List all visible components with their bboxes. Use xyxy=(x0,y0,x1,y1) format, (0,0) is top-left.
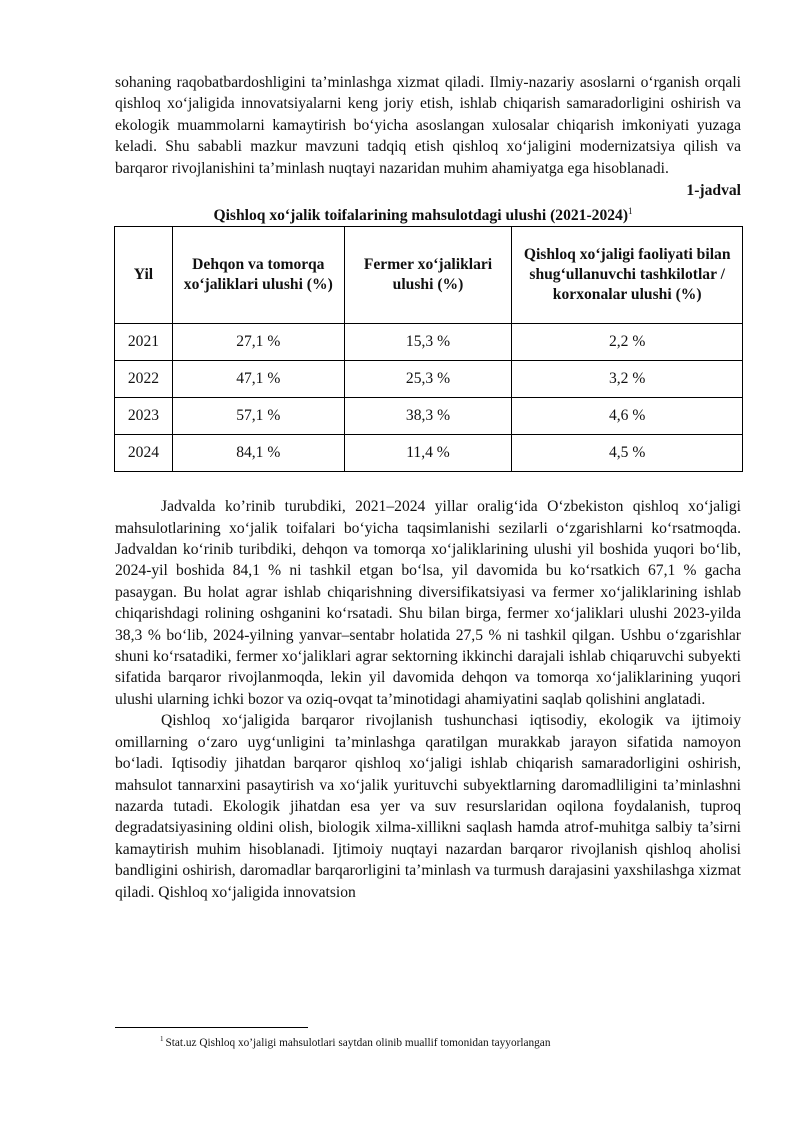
header-tashkilotlar: Qishloq xo‘jaligi faoliyati bilan shug‘ullanuvchi tashkilotlar / korxonalar ulushi (%) xyxy=(512,227,743,324)
cell-value: 84,1 % xyxy=(172,435,344,472)
table-row xyxy=(115,324,743,361)
cell-value: 38,3 % xyxy=(344,398,512,435)
paragraph-analysis: Jadvalda ko’rinib turubdiki, 2021–2024 yillar oralig‘ida O‘zbekiston qishloq xo‘jaligi mahsulotlarining xo‘jalik toifalari bo‘yicha taqsimlanishi sezilarli o‘zgarishlarni ko‘rsatmoqda. Jadvaldan ko‘rinib turibdiki, dehqon va tomorqa xo‘jaliklarining ulushi yil boshida yuqori bo‘lib, 2024-yil boshida 84,1 % ni tashkil etgan bo‘lsa, yil davomida bu ko‘rsatkich 67,1 % gacha pasaygan. Bu holat agrar ishlab chiqarishning diversifikatsiyasi va fermer xo‘jaliklarining ishlab chiqarishdagi rolining oshganini ko‘rsatadi. Shu bilan birga, fermer xo‘jaliklari ulushi 2023-yilda 38,3 % bo‘lib, 2024-yilning yanvar–sentabr holatida 27,5 % ni tashkil qilgan. Ushbu o‘zgarishlar shuni ko‘rsatadiki, fermer xo‘jaliklari agrar sektorning ikkinchi darajali ishlab chiqaruvchi subyekti sifatida barqaror rivojlanmoqda, lekin yil davomida dehqon va tomorqa xo‘jaliklarining yuqori ulushi ularning ichki bozor va oziq-ovqat ta’minotidagi ahamiyatini saqlab qolishini anglatadi. xyxy=(115,498,741,708)
footnote-mark: 1 xyxy=(160,1035,164,1043)
footnote-ref: 1 xyxy=(628,206,633,217)
cell-value: 25,3 % xyxy=(344,361,512,398)
cell-value: 3,2 % xyxy=(512,361,743,398)
cell-value: 11,4 % xyxy=(344,435,512,472)
footnote-text: Stat.uz Qishloq xo’jaligi mahsulotlari saytdan olinib muallif tomonidan tayyorlangan xyxy=(165,1036,551,1049)
cell-year: 2022 xyxy=(115,361,173,398)
header-fermer: Fermer xo‘jaliklari ulushi (%) xyxy=(344,227,512,324)
paragraph-sustainability: Qishloq xo‘jaligida barqaror rivojlanish tushunchasi iqtisodiy, ekologik va ijtimoiy omillarning o‘zaro uyg‘unligini ta’minlashga qaratilgan murakkab jarayon sifatida namoyon bo‘ladi. Iqtisodiy jihatdan barqaror qishloq xo‘jaligi ishlab chiqarish samaradorligini oshirish, mahsulot tannarxini pasaytirish va xo‘jalik yurituvchi subyektlarning daromadliligini ta’minlashni nazarda tutadi. Ekologik jihatdan esa yer va suv resurslaridan oqilona foydalanish, tuproq degradatsiyasining oldini olish, biologik xilma-xillikni saqlash hamda atrof-muhitga salbiy ta’sirni kamaytirish muhim hisoblanadi. Ijtimoiy nuqtayi nazardan barqaror rivojlanish qishloq aholisi bandligini oshirish, daromadlar barqarorligini ta’minlash va turmush darajasini yaxshilashga xizmat qiladi. Qishloq xo‘jaligida innovatsion xyxy=(115,712,741,901)
cell-year: 2024 xyxy=(115,435,173,472)
cell-value: 4,5 % xyxy=(512,435,743,472)
table-header-row xyxy=(115,227,743,324)
cell-value: 47,1 % xyxy=(172,361,344,398)
header-year: Yil xyxy=(115,227,173,324)
cell-value: 4,6 % xyxy=(512,398,743,435)
document-page xyxy=(115,72,741,903)
paragraph-intro: sohaning raqobatbardoshligini ta’minlashga xizmat qiladi. Ilmiy-nazariy asoslarni o‘rganish orqali qishloq xo‘jaligida innovatsiyalarni keng joriy etish, ishlab chiqarish samaradorligini oshirish va ekologik muammolarni kamaytirish bo‘yicha asoslangan xulosalar chiqarish imkoniyati yuzaga keladi. Shu sababli mazkur mavzuni tadqiq etish qishloq xo‘jaligini modernizatsiya qilish va barqaror rivojlanishini ta’minlash nuqtayi nazaridan muhim ahamiyatga ega hisoblanadi. xyxy=(115,74,741,177)
header-dehqon: Dehqon va tomorqa xo‘jaliklari ulushi (%) xyxy=(172,227,344,324)
table-row xyxy=(115,398,743,435)
table-row xyxy=(115,361,743,398)
cell-value: 27,1 % xyxy=(172,324,344,361)
data-table xyxy=(114,226,743,472)
cell-year: 2021 xyxy=(115,324,173,361)
table-title xyxy=(105,201,741,226)
footnote-separator xyxy=(115,1027,308,1028)
cell-value: 57,1 % xyxy=(172,398,344,435)
table-row xyxy=(115,435,743,472)
table-label: 1-jadval xyxy=(686,182,741,200)
cell-value: 15,3 % xyxy=(344,324,512,361)
cell-year: 2023 xyxy=(115,398,173,435)
table-title-text: Qishloq xo‘jalik toifalarining mahsulotdagi ulushi (2021-2024) xyxy=(213,207,629,225)
cell-value: 2,2 % xyxy=(512,324,743,361)
footnote xyxy=(160,1035,550,1049)
